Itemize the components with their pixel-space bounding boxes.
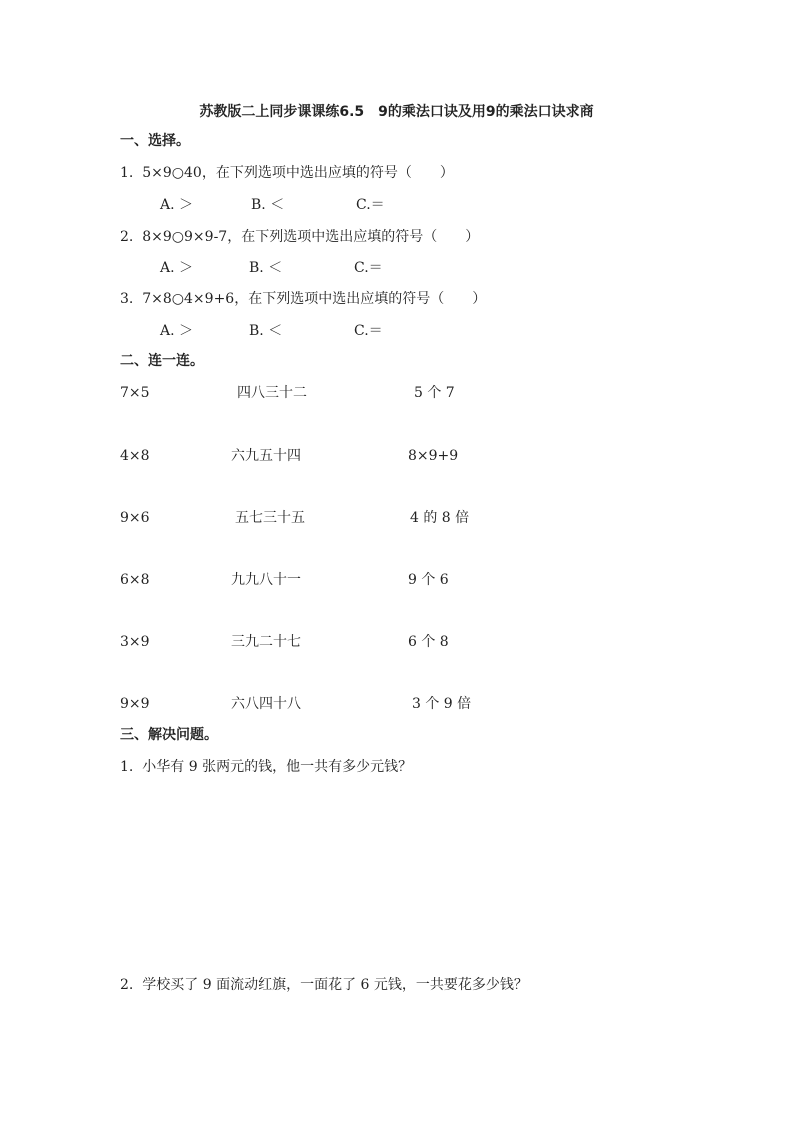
problem-2: 2. 学校买了 9 面流动红旗，一面花了 6 元钱，一共要花多少钱？ — [120, 977, 528, 993]
match-description: 5 个 7 — [414, 385, 455, 401]
match-description: 8×9+9 — [408, 448, 459, 464]
option-c: C.＝ — [354, 260, 383, 276]
option-b: B. ＜ — [251, 197, 285, 213]
section-heading-problems: 三、解决问题。 — [120, 727, 218, 743]
option-a: A. ＞ — [160, 323, 194, 339]
match-expression: 6×8 — [120, 572, 150, 588]
problem-1: 1. 小华有 9 张两元的钱，他一共有多少元钱？ — [120, 759, 413, 775]
section-heading-choice: 一、选择。 — [120, 133, 190, 149]
match-rhyme: 九九八十一 — [231, 572, 301, 588]
option-c: C.＝ — [356, 197, 385, 213]
option-c: C.＝ — [354, 323, 383, 339]
page-title: 苏教版二上同步课课练6.5 9的乘法口诀及用9的乘法口诀求商 — [199, 104, 594, 120]
match-rhyme: 四八三十二 — [237, 385, 307, 401]
match-description: 3 个 9 倍 — [412, 696, 472, 712]
section-heading-match: 二、连一连。 — [120, 353, 204, 369]
match-expression: 3×9 — [120, 634, 150, 650]
option-b: B. ＜ — [249, 260, 283, 276]
option-b: B. ＜ — [249, 323, 283, 339]
option-a: A. ＞ — [160, 197, 194, 213]
match-expression: 7×5 — [120, 385, 150, 401]
question-3: 3. 7×8○4×9+6，在下列选项中选出应填的符号（ ） — [120, 291, 487, 307]
match-description: 4 的 8 倍 — [410, 510, 470, 526]
question-1: 1. 5×9○40，在下列选项中选出应填的符号（ ） — [120, 165, 454, 181]
match-description: 6 个 8 — [408, 634, 449, 650]
match-rhyme: 六八四十八 — [231, 696, 301, 712]
question-2: 2. 8×9○9×9-7，在下列选项中选出应填的符号（ ） — [120, 229, 480, 245]
option-a: A. ＞ — [160, 260, 194, 276]
match-description: 9 个 6 — [408, 572, 449, 588]
match-expression: 9×6 — [120, 510, 150, 526]
match-expression: 4×8 — [120, 448, 150, 464]
match-rhyme: 五七三十五 — [235, 510, 305, 526]
match-rhyme: 三九二十七 — [231, 634, 301, 650]
match-expression: 9×9 — [120, 696, 150, 712]
match-rhyme: 六九五十四 — [231, 448, 301, 464]
